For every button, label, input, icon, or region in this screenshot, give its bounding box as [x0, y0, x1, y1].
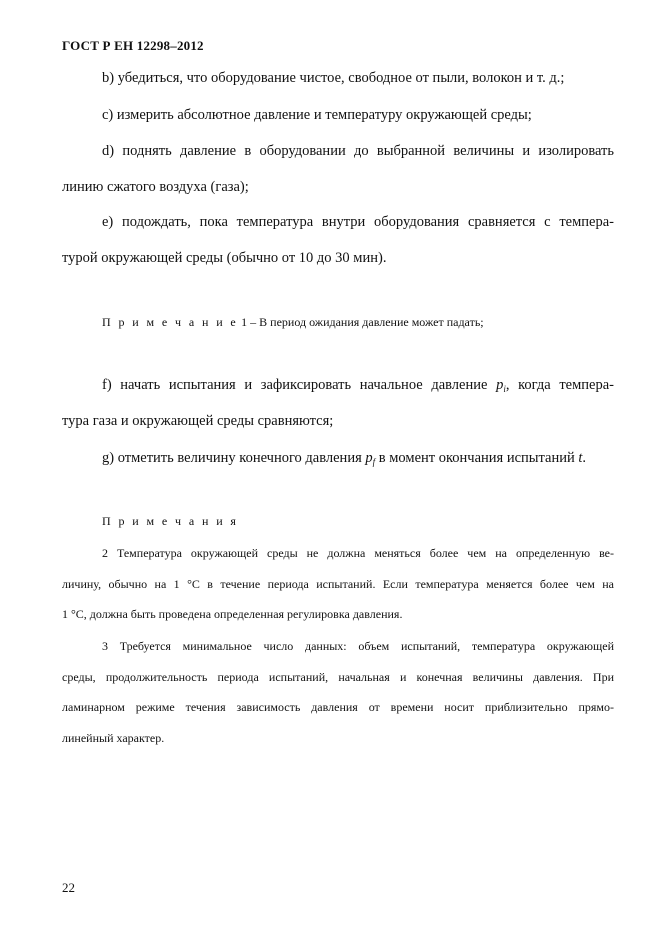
step-g-text-b: в момент окончания испытаний	[375, 450, 579, 466]
note-2-line-2: личину, обычно на 1 °С в течение периода испытаний. Если температура меняется более чем на	[62, 577, 614, 591]
step-d-line-2: линию сжатого воздуха (газа);	[62, 179, 249, 195]
step-g-text-a: g) отметить величину конечного давления	[102, 450, 366, 466]
note-2-line-1: 2 Температура окружающей среды не должна меняться более чем на определенную ве-	[102, 546, 614, 560]
step-b: b) убедиться, что оборудование чистое, свободное от пыли, волокон и т. д.;	[102, 70, 565, 86]
step-f-line-1	[102, 377, 614, 394]
note-3-line-1: 3 Требуется минимальное число данных: объем испытаний, температура окружающей	[102, 639, 614, 653]
step-f-text-a: f) начать испытания и зафиксировать начальное давление	[102, 377, 497, 393]
document-header: ГОСТ Р ЕН 12298–2012	[62, 38, 204, 53]
note-3-line-3: ламинарном режиме течения зависимость давления от времени носит приблизительно прямо-	[62, 700, 614, 714]
initial-pressure-symbol: $p_i$	[496, 377, 506, 394]
note-1-text: 1 – В период ожидания давление может падать;	[238, 315, 484, 329]
step-f-line-2: тура газа и окружающей среды сравняются;	[62, 413, 334, 429]
final-pressure-symbol: $p_f$	[365, 450, 376, 467]
note-1-label: П р и м е ч а н и е	[102, 315, 239, 329]
step-e-line-2: турой окружающей среды (обычно от 10 до 30 мин).	[62, 250, 387, 266]
time-symbol: t	[578, 450, 583, 466]
step-d-line-1: d) поднять давление в оборудовании до выбранной величины и изолировать	[102, 143, 614, 159]
step-c: c) измерить абсолютное давление и температуру окружающей среды;	[102, 107, 532, 123]
note-3-line-2: среды, продолжительность периода испытаний, начальная и конечная величины давления. При	[62, 670, 614, 684]
page-number: 22	[62, 880, 75, 895]
note-1	[102, 315, 614, 330]
step-f-text-b: , когда темпера-	[505, 377, 614, 393]
note-3-line-4: линейный характер.	[62, 731, 165, 745]
notes-title: П р и м е ч а н и я	[102, 514, 239, 528]
note-2-line-3: 1 °С, должна быть проведена определенная регулировка давления.	[62, 607, 403, 621]
step-e-line-1: e) подождать, пока температура внутри оборудования сравняется с темпера-	[102, 214, 614, 230]
step-g: g) отметить величину конечного давления $p_f$ в момент окончания испытаний t.	[102, 450, 587, 467]
